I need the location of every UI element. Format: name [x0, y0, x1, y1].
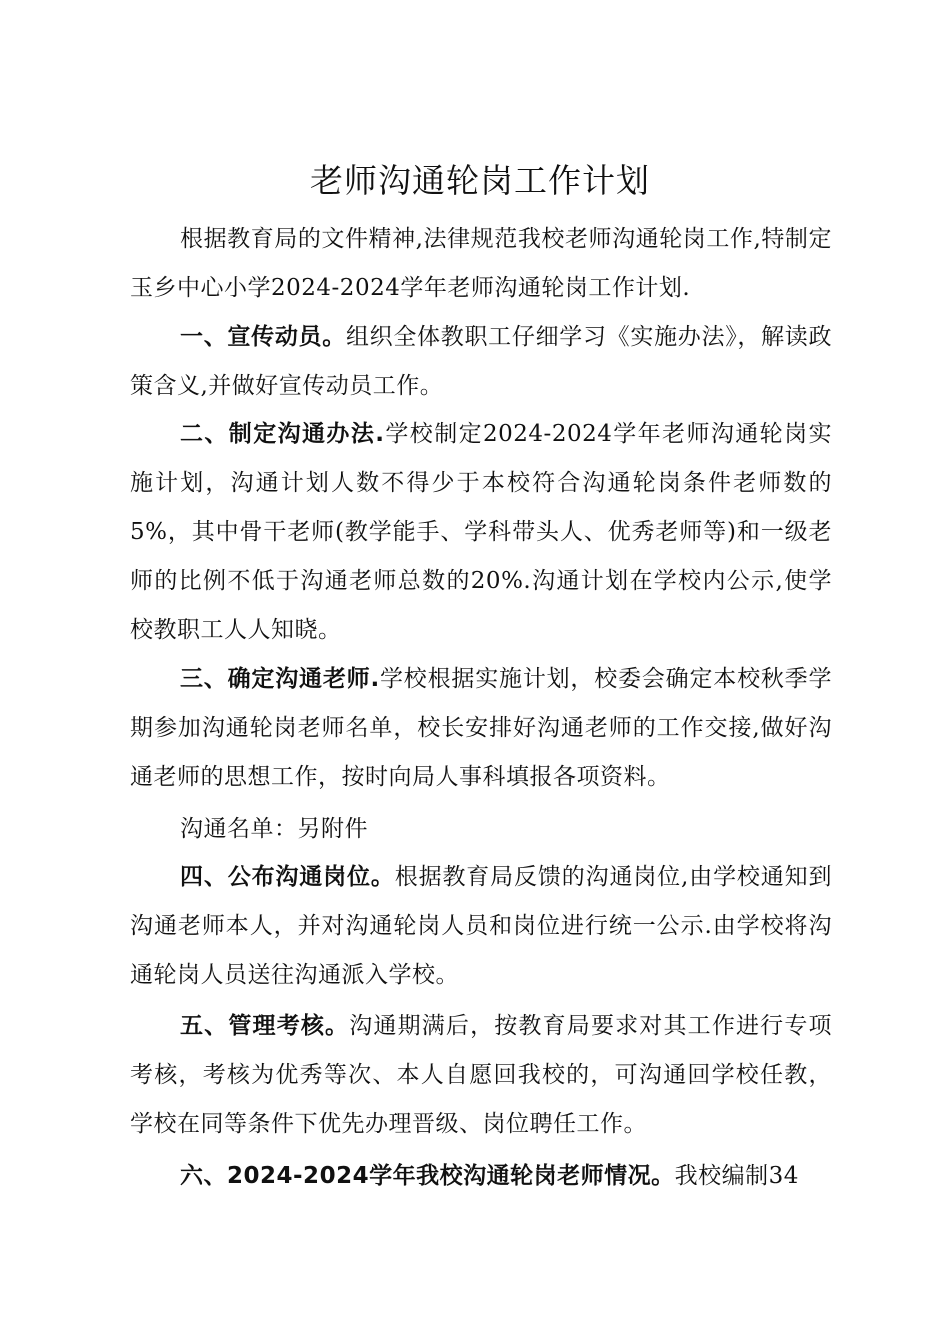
section-6-paragraph [130, 1152, 832, 1201]
section-5-paragraph [130, 1002, 832, 1149]
section-4-heading: 四、公布沟通岗位。 [180, 864, 395, 890]
section-2-heading: 二、制定沟通办法. [180, 421, 385, 447]
section-4-body: 根据教育局反馈的沟通岗位,由学校通知到沟通老师本人，并对沟通轮岗人员和岗位进行统一公示.由学校将沟通轮岗人员送往沟通派入学校。 [130, 864, 833, 988]
section-3-body: 学校根据实施计划，校委会确定本校秋季学期参加沟通轮岗老师名单，校长安排好沟通老师的工作交接,做好沟通老师的思想工作，按时向局人事科填报各项资料。 [130, 666, 832, 790]
section-1-heading: 一、宣传动员。 [180, 324, 346, 350]
section-5-body: 沟通期满后，按教育局要求对其工作进行专项考核，考核为优秀等次、本人自愿回我校的，可沟通回学校任教，学校在同等条件下优先办理晋级、岗位聘任工作。 [130, 1013, 833, 1137]
section-6-body: 我校编制34 [674, 1163, 799, 1189]
section-5-heading: 五、管理考核。 [180, 1013, 350, 1039]
section-2-body: 学校制定2024-2024学年老师沟通轮岗实施计划，沟通计划人数不得少于本校符合沟通轮岗条件老师数的5%，其中骨干老师(教学能手、学科带头人、优秀老师等)和一级老师的比例不低于沟通老师总数的20%.沟通计划在学校内公示,使学校教职工人人知晓。 [130, 421, 832, 643]
section-2-paragraph [130, 410, 832, 655]
document-title: 老师沟通轮岗工作计划 [310, 161, 650, 200]
section-4-paragraph [130, 853, 832, 1000]
intro-paragraph: 根据教育局的文件精神,法律规范我校老师沟通轮岗工作,特制定玉乡中心小学2024-2024学年老师沟通轮岗工作计划. [130, 226, 832, 301]
section-6-heading: 六、2024-2024学年我校沟通轮岗老师情况。 [180, 1163, 675, 1189]
section-1-paragraph [130, 313, 832, 411]
section-1-body: 组织全体教职工仔细学习《实施办法》，解读政策含义,并做好宣传动员工作。 [130, 324, 833, 399]
list-note: 沟通名单：另附件 [180, 816, 368, 842]
section-3-heading: 三、确定沟通老师. [180, 666, 380, 692]
section-3-paragraph [130, 655, 832, 802]
